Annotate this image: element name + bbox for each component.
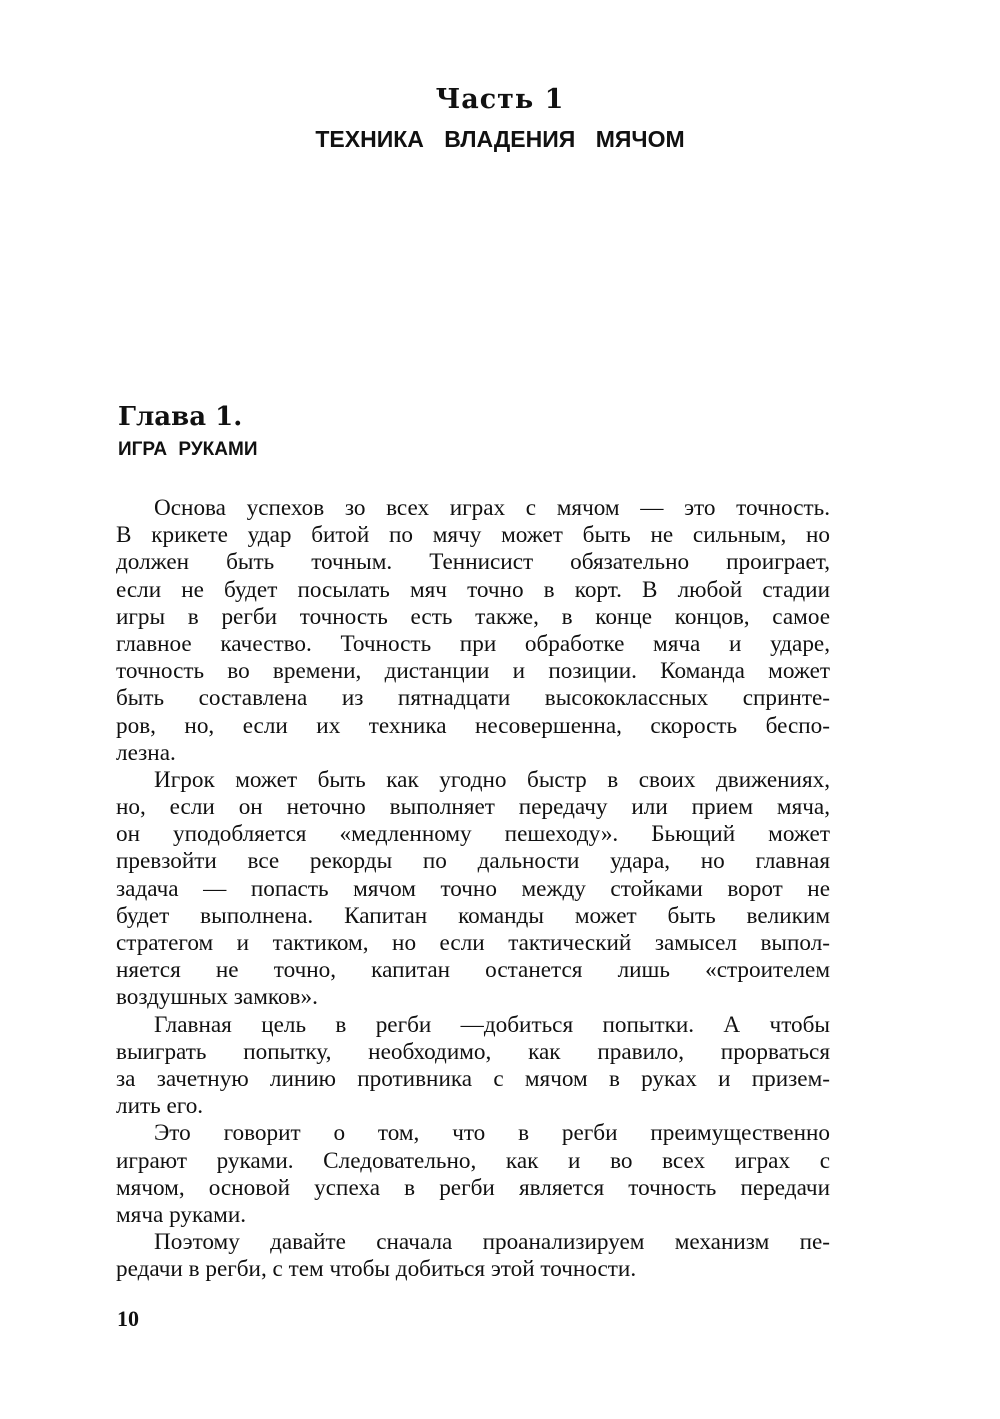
part-subtitle: ТЕХНИКА ВЛАДЕНИЯ МЯЧОМ xyxy=(315,126,685,152)
chapter-number: 1. xyxy=(215,402,243,432)
text-line: воздушных замков». xyxy=(116,984,318,1011)
text-line: должен быть точным. Теннисист обязательно проиграет, xyxy=(116,549,830,576)
body-text xyxy=(116,495,830,1283)
text-line: игры в регби точность есть также, в конце концов, самое xyxy=(116,603,830,630)
text-line: превзойти все рекорды по дальности удара, но главная xyxy=(116,848,830,875)
text-line: будет выполнена. Капитан команды может быть великим xyxy=(116,902,830,929)
chapter-subtitle: ИГРА РУКАМИ xyxy=(118,439,258,460)
text-line: В крикете удар битой по мячу может быть не сильным, но xyxy=(116,522,830,549)
part-title: Часть 1 xyxy=(435,84,565,115)
text-line: но, если он неточно выполняет передачу или прием мяча, xyxy=(116,794,830,821)
text-line: главное качество. Точность при обработке мяча и ударе, xyxy=(116,630,830,657)
text-line: стратегом и тактиком, но если тактический замысел выпол- xyxy=(116,930,830,956)
text-line: мячом, основой успеха в регби является точность передачи xyxy=(116,1174,830,1201)
text-line: Основа успехов зо всех играх с мячом — это точность. xyxy=(154,495,830,521)
paragraph-4 xyxy=(116,1120,830,1229)
text-line: лить его. xyxy=(116,1093,204,1120)
text-line: лезна. xyxy=(116,739,176,766)
text-line: Главная цель в регби —добиться попытки. А чтобы xyxy=(154,1011,830,1038)
text-line: он уподобляется «медленному пешеходу». Бьющий может xyxy=(116,821,830,848)
text-line: редачи в регби, с тем чтобы добиться этой точности. xyxy=(116,1256,637,1283)
paragraph-3 xyxy=(116,1012,830,1121)
text-line: за зачетную линию противника с мячом в руках и призем- xyxy=(116,1065,830,1092)
text-line: задача — попасть мячом точно между стойками ворот не xyxy=(116,875,830,902)
paragraph-2 xyxy=(116,767,830,1012)
text-line: играют руками. Следовательно, как и во всех играх с xyxy=(116,1147,830,1174)
text-line: ров, но, если их техника несовершенна, скорость беспо- xyxy=(116,712,830,739)
chapter-title xyxy=(118,402,242,432)
text-line: быть составлена из пятнадцати высококлассных спринте- xyxy=(116,685,830,712)
text-line: мяча руками. xyxy=(116,1201,247,1228)
chapter-label: Глава xyxy=(118,402,207,432)
paragraph-5 xyxy=(116,1229,830,1283)
text-line: няется не точно, капитан останется лишь «строителем xyxy=(116,957,830,984)
paragraph-1 xyxy=(116,495,830,767)
text-line: если не будет посылать мяч точно в корт. В любой стадии xyxy=(116,576,830,603)
page-number: 10 xyxy=(117,1306,139,1331)
text-line: Поэтому давайте сначала проанализируем механизм пе- xyxy=(154,1229,830,1256)
text-line: выиграть попытку, необходимо, как правило, прорваться xyxy=(116,1038,830,1065)
text-line: Это говорит о том, что в регби преимущественно xyxy=(154,1120,830,1147)
text-line: точность во времени, дистанции и позиции. Команда может xyxy=(116,658,830,685)
text-line: Игрок может быть как угодно быстр в своих движениях, xyxy=(154,766,830,793)
